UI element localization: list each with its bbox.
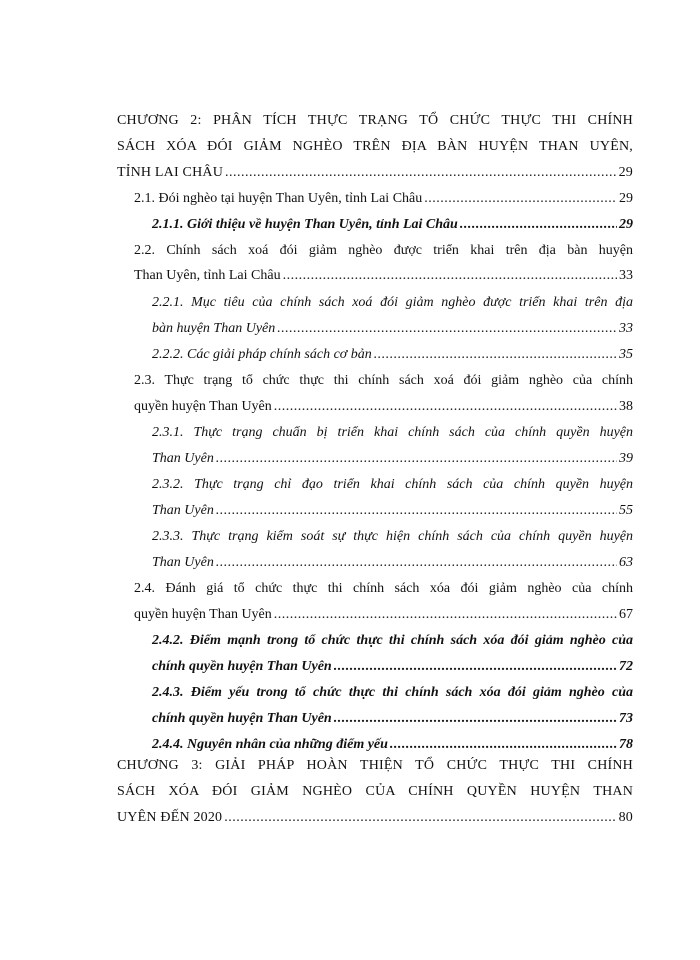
page-number: 80: [618, 810, 633, 825]
toc-entry-text: bàn huyện Than Uyên: [152, 321, 276, 336]
toc-chapter-2-line-2: SÁCH XÓA ĐÓI GIẢM NGHÈO TRÊN ĐỊA BÀN HUYỆN THAN UYÊN,: [117, 139, 633, 154]
toc-chapter-2-line-1: CHƯƠNG 2: PHÂN TÍCH THỰC TRẠNG TỔ CHỨC THỰC THI CHÍNH: [117, 113, 633, 128]
toc-entry-text: 2.1.1. Giới thiệu về huyện Than Uyên, tỉnh Lai Châu: [152, 217, 458, 232]
dot-leader: [216, 503, 617, 519]
page-number: 73: [619, 711, 633, 726]
toc-entry-2-4-2-line-1: 2.4.2. Điểm mạnh trong tổ chức thực thi chính sách xóa đói giảm nghèo của: [152, 633, 633, 648]
toc-entry-2-2-1[interactable]: [152, 321, 633, 337]
toc-entry-2-2[interactable]: [134, 268, 633, 284]
toc-entry-2-4-3[interactable]: [152, 711, 633, 727]
toc-entry-2-3-1-line-1: 2.3.1. Thực trạng chuẩn bị triển khai chính sách của chính quyền huyện: [152, 425, 633, 440]
toc-entry-text: chính quyền huyện Than Uyên: [152, 659, 332, 674]
toc-chapter-3-entry[interactable]: [117, 810, 633, 826]
page-number: 72: [619, 659, 633, 674]
toc-entry-text: Than Uyên: [152, 451, 214, 466]
toc-entry-text: Than Uyên: [152, 503, 214, 518]
toc-chapter-3-line-3: UYÊN ĐẾN 2020: [117, 810, 223, 825]
toc-entry-text: 2.1. Đói nghèo tại huyện Than Uyên, tỉnh Lai Châu: [134, 191, 423, 206]
toc-chapter-2-line-3: TỈNH LAI CHÂU: [117, 165, 224, 180]
dot-leader: [334, 659, 617, 675]
page-number: 33: [619, 268, 633, 283]
toc-entry-2-1-1[interactable]: [152, 217, 633, 233]
toc-entry-text: quyền huyện Than Uyên: [134, 607, 272, 622]
toc-chapter-3-line-1: CHƯƠNG 3: GIẢI PHÁP HOÀN THIỆN TỔ CHỨC THỰC THI CHÍNH: [117, 758, 633, 773]
page-number: 55: [619, 503, 633, 518]
toc-entry-2-3-1[interactable]: [152, 451, 633, 467]
toc-entry-2-4-4[interactable]: [152, 737, 633, 753]
dot-leader: [216, 555, 617, 571]
toc-entry-text: Than Uyên: [152, 555, 214, 570]
toc-entry-text: chính quyền huyện Than Uyên: [152, 711, 332, 726]
dot-leader: [277, 321, 617, 337]
page-number: 78: [619, 737, 633, 752]
dot-leader: [424, 191, 617, 207]
toc-entry-2-2-2[interactable]: [152, 347, 633, 363]
toc-entry-2-3-3[interactable]: [152, 555, 633, 571]
page-number: 35: [619, 347, 633, 362]
dot-leader: [225, 165, 617, 181]
dot-leader: [216, 451, 617, 467]
page-number: 33: [619, 321, 633, 336]
page-number: 63: [619, 555, 633, 570]
dot-leader: [334, 711, 617, 727]
toc-chapter-2-entry[interactable]: [117, 165, 633, 181]
dot-leader: [374, 347, 617, 363]
toc-entry-2-4-3-line-1: 2.4.3. Điểm yếu trong tổ chức thực thi chính sách xóa đói giảm nghèo của: [152, 685, 633, 700]
dot-leader: [283, 268, 617, 284]
toc-entry-2-3[interactable]: [134, 399, 633, 415]
toc-entry-2-4-2[interactable]: [152, 659, 633, 675]
toc-entry-2-4-line-1: 2.4. Đánh giá tổ chức thực thi chính sách xóa đói giảm nghèo của chính: [134, 581, 633, 596]
dot-leader: [390, 737, 617, 753]
toc-chapter-3-line-2: SÁCH XÓA ĐÓI GIẢM NGHÈO CỦA CHÍNH QUYỀN HUYỆN THAN: [117, 784, 633, 799]
toc-entry-2-3-3-line-1: 2.3.3. Thực trạng kiểm soát sự thực hiện chính sách của chính quyền huyện: [152, 529, 633, 544]
page-number: 38: [619, 399, 633, 414]
toc-entry-2-1[interactable]: [134, 191, 633, 207]
toc-entry-text: 2.4.4. Nguyên nhân của những điểm yếu: [152, 737, 388, 752]
page-number: 67: [619, 607, 633, 622]
page-number: 29: [619, 217, 633, 232]
toc-entry-2-3-2-line-1: 2.3.2. Thực trạng chỉ đạo triển khai chính sách của chính quyền huyện: [152, 477, 633, 492]
dot-leader: [274, 399, 617, 415]
toc-entry-text: Than Uyên, tỉnh Lai Châu: [134, 268, 281, 283]
toc-entry-2-2-line-1: 2.2. Chính sách xoá đói giảm nghèo được triển khai trên địa bàn huyện: [134, 243, 633, 258]
toc-entry-2-4[interactable]: [134, 607, 633, 623]
toc-entry-2-3-line-1: 2.3. Thực trạng tổ chức thực thi chính sách xoá đói giảm nghèo của chính: [134, 373, 633, 388]
page-number: 39: [619, 451, 633, 466]
toc-entry-2-2-1-line-1: 2.2.1. Mục tiêu của chính sách xoá đói giảm nghèo được triển khai trên địa: [152, 295, 633, 310]
toc-entry-2-3-2[interactable]: [152, 503, 633, 519]
toc-entry-text: 2.2.2. Các giải pháp chính sách cơ bản: [152, 347, 372, 362]
dot-leader: [460, 217, 617, 233]
toc-entry-text: quyền huyện Than Uyên: [134, 399, 272, 414]
dot-leader: [274, 607, 617, 623]
dot-leader: [224, 810, 616, 826]
page-number: 29: [619, 191, 633, 206]
page-number: 29: [618, 165, 633, 180]
